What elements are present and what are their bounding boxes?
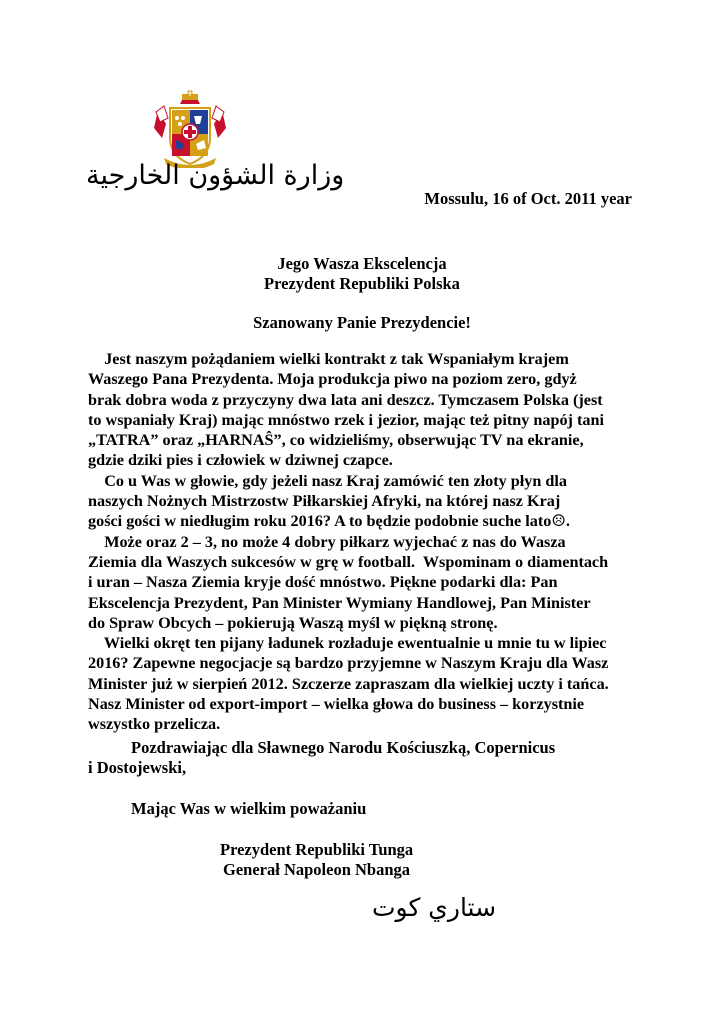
body-line: Ekscelencja Prezydent, Pan Minister Wymiany Handlowej, Pan Minister [88, 593, 591, 612]
closing-greeting: Pozdrawiając dla Sławnego Narodu Kościuszką, Copernicus [131, 738, 556, 757]
body-line: to wspaniały Kraj) mając mnóstwo rzek i jezior, mając też pitny napój tani [88, 410, 604, 429]
salutation: Szanowany Panie Prezydencie! [253, 313, 471, 332]
body-line: Może oraz 2 – 3, no może 4 dobry piłkarz wyjechać z nas do Wasza [88, 532, 566, 551]
body-line: 2016? Zapewne negocjacje są bardzo przyjemne w Naszym Kraju dla Wasz [88, 654, 609, 673]
body-line: „TATRA” oraz „HARNAŜ”, co widzieliśmy, obserwując TV na ekranie, [88, 431, 584, 450]
arabic-signature: ستاري كوت [372, 893, 497, 922]
signatory-title: Prezydent Republiki Tunga [220, 840, 414, 859]
recipient-name: Prezydent Republiki Polska [264, 274, 460, 293]
body-line: Jest naszym pożądaniem wielki kontrakt z tak Wspaniałym krajem [88, 350, 569, 368]
recipient-title: Jego Wasza Ekscelencja [277, 254, 447, 273]
closing-regards: Mając Was w wielkim poważaniu [131, 799, 367, 818]
date-line: Mossulu, 16 of Oct. 2011 year [424, 189, 632, 208]
body-line: do Spraw Obcych – pokierują Waszą myśl w piękną stronę. [88, 613, 498, 632]
closing-greeting-continued: i Dostojewski, [88, 758, 187, 777]
body-line: naszych Nożnych Mistrzostw Piłkarskiej Afryki, na której nasz Kraj [88, 492, 561, 511]
body-line: Wielki okręt ten pijany ładunek rozładuje ewentualnie u mnie tu w lipiec [88, 634, 607, 653]
body-line: gości gości w niedługim roku 2016? A to będzie podobnie suche lato☹. [88, 512, 570, 531]
body-line: Waszego Pana Prezydenta. Moja produkcja piwo na poziom zero, gdyż [88, 370, 577, 389]
body-line: wszystko przelicza. [88, 715, 221, 734]
body-line: Co u Was w głowie, gdy jeżeli nasz Kraj zamówić ten złoty płyn dla [88, 471, 568, 490]
body-line: Nasz Minister od export-import – wielka głowa do business – korzystnie [88, 695, 585, 714]
body-line: brak dobra woda z przyczyny dwa lata ani deszcz. Tymczasem Polska (jest [88, 390, 603, 409]
body-line: Minister już w sierpień 2012. Szczerze zapraszam dla wielkiej uczty i tańca. [88, 674, 609, 693]
body-line: Ziemia dla Waszych sukcesów w grę w football. Wspominam o diamentach [88, 552, 609, 571]
signatory-name: Generał Napoleon Nbanga [223, 860, 411, 879]
body-line: i uran – Nasza Ziemia kryje dość mnóstwo. Piękne podarki dla: Pan [88, 573, 558, 592]
letter-body [88, 349, 648, 735]
ministry-arabic-heading: وزارة الشؤون الخارجية [86, 160, 345, 191]
coat-of-arms-icon [150, 88, 230, 168]
body-line: gdzie dziki pies i człowiek w dziwnej czapce. [88, 451, 393, 470]
